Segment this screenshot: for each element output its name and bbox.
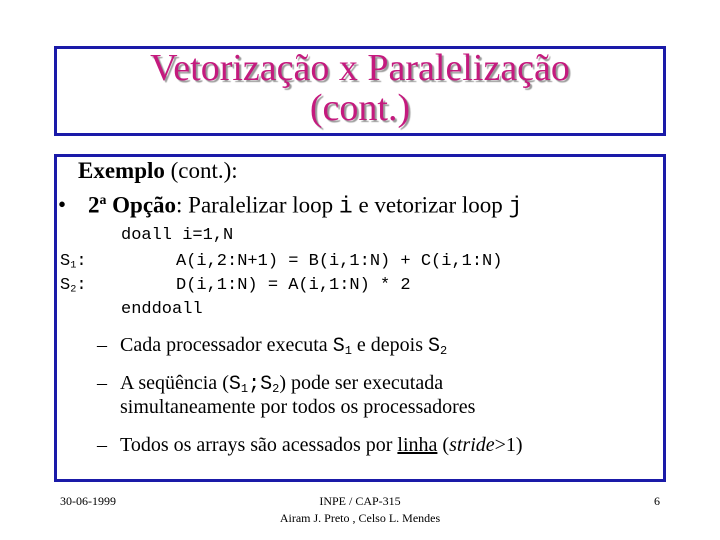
point-1: Cada processador executa $S_1$ e depois $S_2$ — [120, 334, 448, 358]
code-label-s2: $S_2$: — [60, 276, 87, 296]
option-line: 2$^a$ Opção: Paralelizar loop i e vetorizar loop j — [88, 192, 523, 220]
point-2: A seqüência $(S_1;S_2)$ pode ser executada — [120, 372, 444, 396]
footer-center — [230, 493, 490, 527]
code-line-enddoall: enddoall — [121, 300, 203, 319]
option-bullet: • — [58, 192, 67, 217]
footer-authors: Airam J. Preto , Celso L. Mendes — [279, 511, 441, 525]
point-2-line-2: simultaneamente por todos os processadores — [120, 396, 476, 418]
slide-title — [54, 48, 666, 128]
example-heading: Exemplo (cont.): — [78, 158, 238, 183]
point-2-dash: – — [97, 372, 107, 394]
title-line-2: (cont.) — [309, 87, 411, 129]
footer-org: INPE / CAP-315 — [319, 494, 401, 508]
code-line-s2: D(i,1:N) = A(i,1:N) * 2 — [176, 276, 411, 295]
footer-page-number: 6 — [654, 494, 660, 508]
footer-date: 30-06-1999 — [60, 494, 116, 508]
code-line-doall: doall i=1,N — [121, 226, 234, 245]
code-line-s1: A(i,2:N+1) = B(i,1:N) + C(i,1:N) — [176, 252, 503, 271]
point-1-dash: – — [97, 334, 107, 356]
point-3-dash: – — [97, 434, 107, 456]
code-label-s1: $S_1$: — [60, 252, 87, 272]
point-3: Todos os arrays são acessados por linha (stride>1) — [120, 434, 523, 456]
title-line-1: Vetorização x Paralelização — [150, 47, 570, 89]
